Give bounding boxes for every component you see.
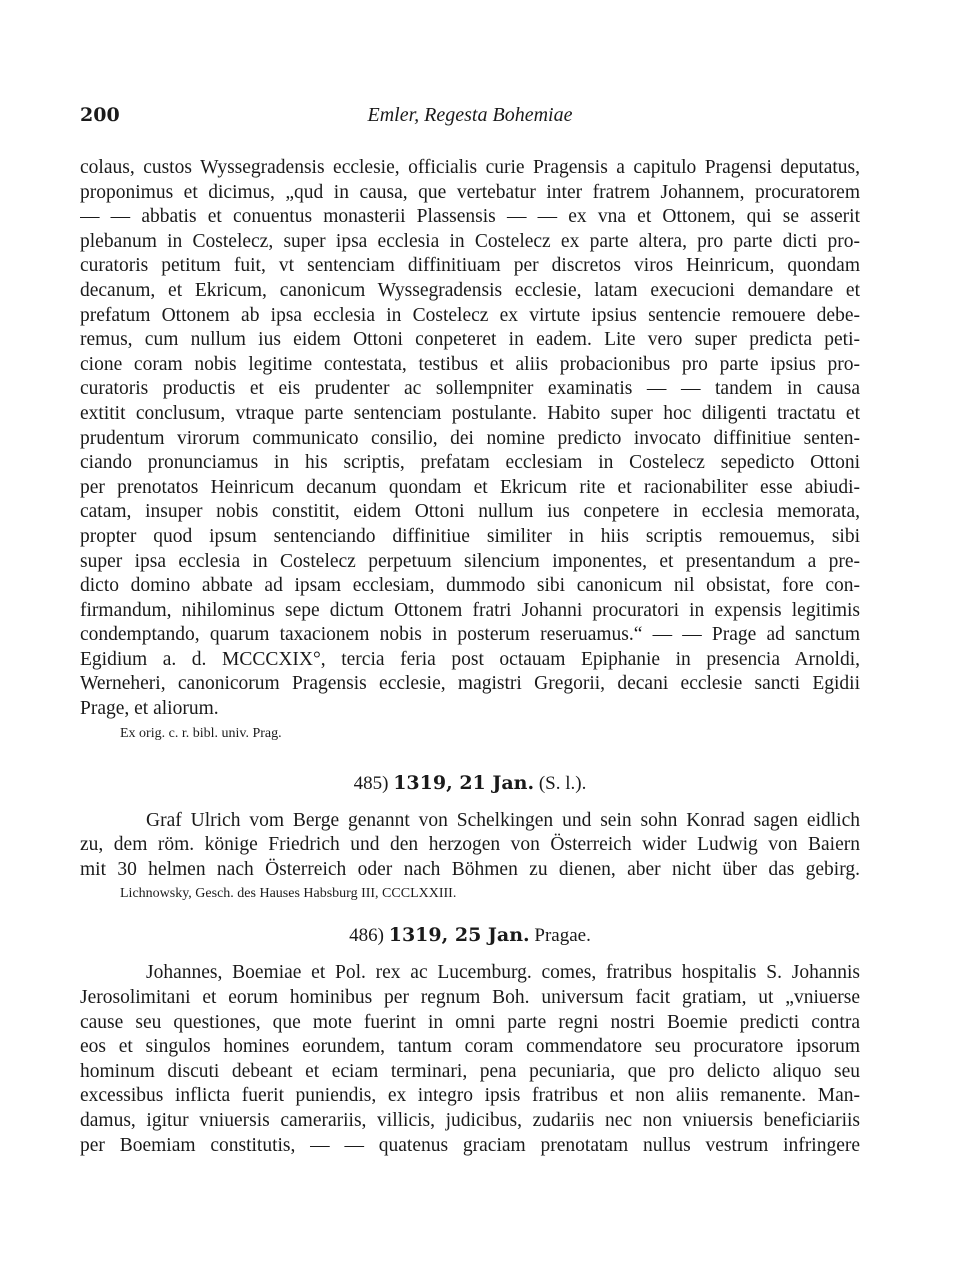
page [80, 104, 860, 1158]
text-line: decanum, et Ekricum, canonicum Wyssegradensis ecclesie, latam execucioni demandare et [80, 279, 860, 301]
entry-date: 1319, 25 Jan. [388, 924, 530, 947]
entry-text-486 [80, 961, 860, 1158]
text-line: Jerosolimitani et eorum hominibus per regnum Boh. universum facit gratiam, ut „vniuerse [80, 987, 860, 1009]
text-line: condemptando, quarum taxacionem nobis in posterum reseruamus.“ — — Prage ad sanctum [80, 624, 860, 646]
text-line: curatoris productis et eis prudenter ac sollempniter examinatis — — tandem in causa [80, 378, 860, 400]
entry-date: 1319, 21 Jan. [393, 771, 535, 794]
text-line: cione coram nobis legitime contestata, testibus et aliis probacionibus pro parte ipsius pro- [80, 353, 860, 375]
entry-number: 486) [349, 925, 384, 947]
text-line: Johannes, Boemiae et Pol. rex ac Lucemburg. comes, fratribus hospitalis S. Johannis [146, 962, 860, 984]
text-line: zu, dem röm. könige Friedrich und den herzogen von Österreich wider Ludwig von Baiern [80, 834, 860, 856]
text-line: per prenotatos Heinricum decanum quondam et Ekricum rite et racionabiliter esse abiudi- [80, 476, 860, 498]
text-line: firmandum, nihilominus sepe dictum Ottonem fratri Johanni procuratori in expensis legitimis [80, 599, 860, 621]
text-line: propter quod ipsum sentenciando diffinitiue similiter in hiis scriptis remouemus, sibi [80, 525, 860, 547]
entry-place: Pragae. [534, 925, 591, 947]
text-line: excessibus inflicta fuerit puniendis, ex integro ipsis fratribus et non aliis remanente. Man- [80, 1085, 860, 1107]
text-line: Graf Ulrich vom Berge genannt von Schelkingen und sein sohn Konrad sagen eidlich [146, 809, 860, 831]
text-line: Egidium a. d. MCCCXIX°, tercia feria post octauam Epiphanie in presencia Arnoldi, [80, 648, 860, 670]
entry-heading-485 [80, 772, 860, 795]
text-line: — — abbatis et conuentus monasterii Plassensis — — ex vna et Ottonem, qui se asserit [80, 206, 860, 228]
text-line: plebanum in Costelecz, super ipsa ecclesia in Costelecz ex parte altera, pro parte dicti pro- [80, 230, 860, 252]
entry-text-485 [80, 809, 860, 883]
text-line: curatoris petitum fuit, vt sentenciam diffinitiuam per discretos viros Heinricum, quondam [80, 255, 860, 277]
text-line: proponimus et dicimus, „qud in causa, que vertebatur inter fratrem Johannem, procuratorem [80, 181, 860, 203]
text-line: ciando pronunciamus in his scriptis, prefatam ecclesiam in Costelecz sepedicto Ottoni [80, 452, 860, 474]
text-line: prefatum Ottonem ab ipsa ecclesia in Costelecz ex virtute ipsius sentencie remouere debe- [80, 304, 860, 326]
running-title: Emler, Regesta Bohemiae [367, 104, 573, 126]
text-line: catam, insuper nobis constitit, eidem Ottoni nullum ius conpetere in ecclesia memorata, [80, 501, 860, 523]
entry-place: (S. l.). [538, 772, 587, 794]
source-citation: Ex orig. c. r. bibl. univ. Prag. [120, 725, 282, 741]
text-line: remus, cum nullum ius eidem Ottoni conpeteret in eadem. Lite vero super predicta peti- [80, 329, 860, 351]
entry-heading-486 [80, 924, 860, 947]
page-header [80, 104, 860, 138]
text-line: eos et singulos homines eorundem, tantum coram commendatore seu procuratore ipsorum [80, 1036, 860, 1058]
continuation-text [80, 156, 860, 722]
text-line: Prage, et aliorum. [80, 698, 219, 720]
entry-number: 485) [353, 772, 389, 794]
text-line: cause seu questiones, que mote fuerint in omni parte regni nostri Boemie predicti contra [80, 1011, 860, 1033]
source-citation: Lichnowsky, Gesch. des Hauses Habsburg III, CCCLXXIII. [120, 886, 457, 902]
text-line: colaus, custos Wyssegradensis ecclesie, officialis curie Pragensis a capitulo Pragensi deputatus, [80, 157, 860, 178]
text-line: mit 30 helmen nach Österreich oder nach Böhmen zu dienen, aber nicht über das gebirg. [80, 858, 860, 880]
text-line: per Boemiam constitutis, — — quatenus graciam prenotatam nullus vestrum infringere [80, 1134, 860, 1156]
text-line: prudentum virorum communicato consilio, dei nomine predicto invocato diffinitiue senten- [80, 427, 860, 449]
text-line: Werneheri, canonicorum Pragensis ecclesie, magistri Gregorii, decani ecclesie sancti Egidii [80, 673, 860, 695]
text-line: extitit conclusum, vtraque parte sentenciam postulante. Habito super hoc diligenti tractatu et [80, 402, 860, 424]
text-line: dicto domino abbate ad ipsam ecclesiam, dummodo sibi canonicum nil obsistat, fore con- [80, 575, 860, 597]
text-line: damus, igitur vniuersis camerariis, villicis, judicibus, zudariis nec non vniuersis beneficiariis [80, 1110, 860, 1131]
text-line: hominum discuti debeant et eciam terminari, pena pecuniaria, que pro delicto aliquo seu [80, 1060, 860, 1082]
text-line: super ipsa ecclesia in Costelecz perpetuum silencium imponentes, et presentandum a pre- [80, 550, 860, 572]
page-number: 200 [80, 104, 120, 126]
